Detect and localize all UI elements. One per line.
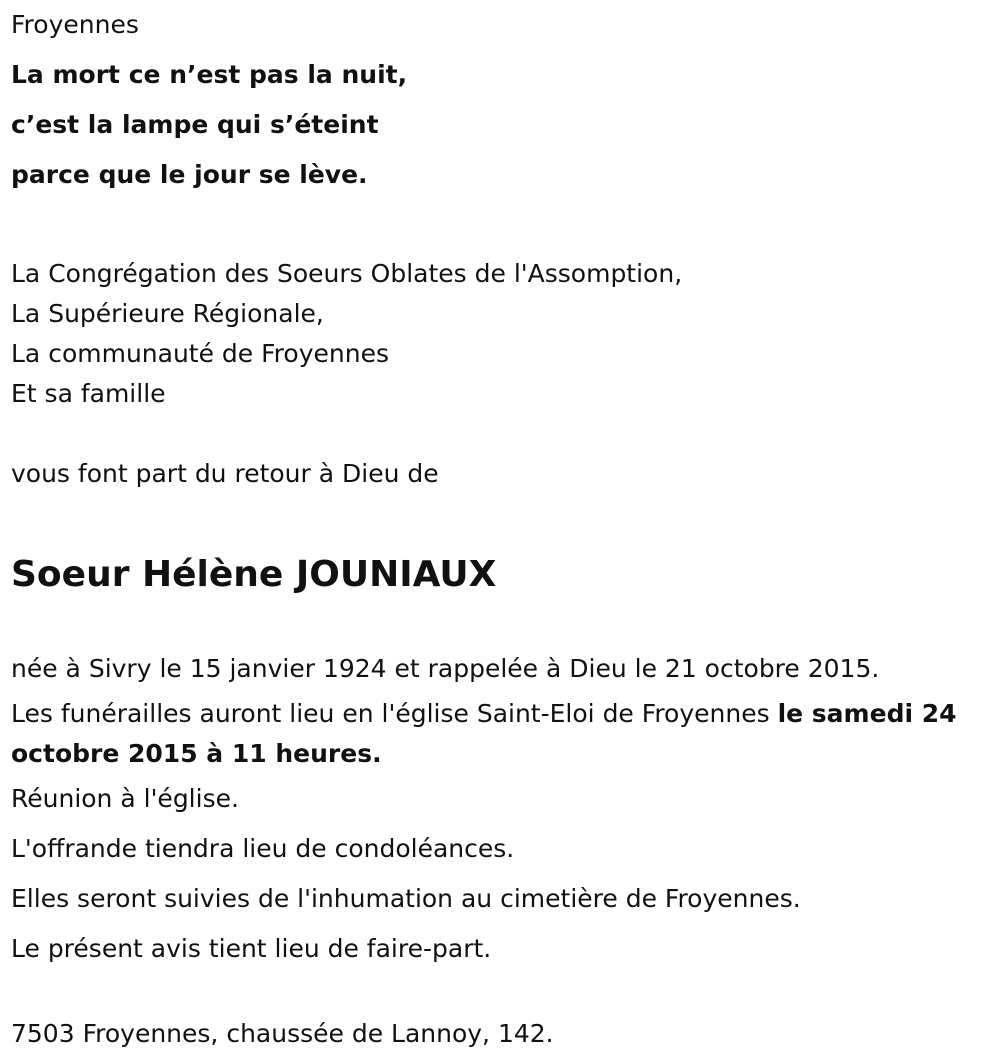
poem-line: La mort ce n’est pas la nuit, [11,60,408,89]
announcer-line: Et sa famille [11,379,166,408]
announcer-line: La communauté de Froyennes [11,339,389,368]
intro-text: vous font part du retour à Dieu de [11,459,439,488]
deceased-name: Soeur Hélène JOUNIAUX [11,554,497,595]
death-notice [11,0,986,1054]
detail-line: Elles seront suivies de l'inhumation au cimetière de Froyennes. [11,884,801,913]
birth-death-text: née à Sivry le 15 janvier 1924 et rappelée à Dieu le 21 octobre 2015. [11,654,880,683]
funeral-info [11,694,986,774]
announcer-line: La Congrégation des Soeurs Oblates de l'Assomption, [11,259,683,288]
funeral-text: Les funérailles auront lieu en l'église Saint-Eloi de Froyennes [11,699,778,728]
poem-line: c’est la lampe qui s’éteint [11,110,379,139]
detail-line: Le présent avis tient lieu de faire-part. [11,934,492,963]
location-header: Froyennes [11,10,139,39]
announcers [11,254,986,414]
poem-line: parce que le jour se lève. [11,160,368,189]
poem [11,50,986,200]
funeral-date: le samedi 24 octobre 2015 à 11 heures. [11,699,957,768]
detail-line: L'offrande tiendra lieu de condoléances. [11,834,515,863]
detail-line: Réunion à l'église. [11,784,239,813]
address: 7503 Froyennes, chaussée de Lannoy, 142. [11,1019,554,1048]
announcer-line: La Supérieure Régionale, [11,299,324,328]
